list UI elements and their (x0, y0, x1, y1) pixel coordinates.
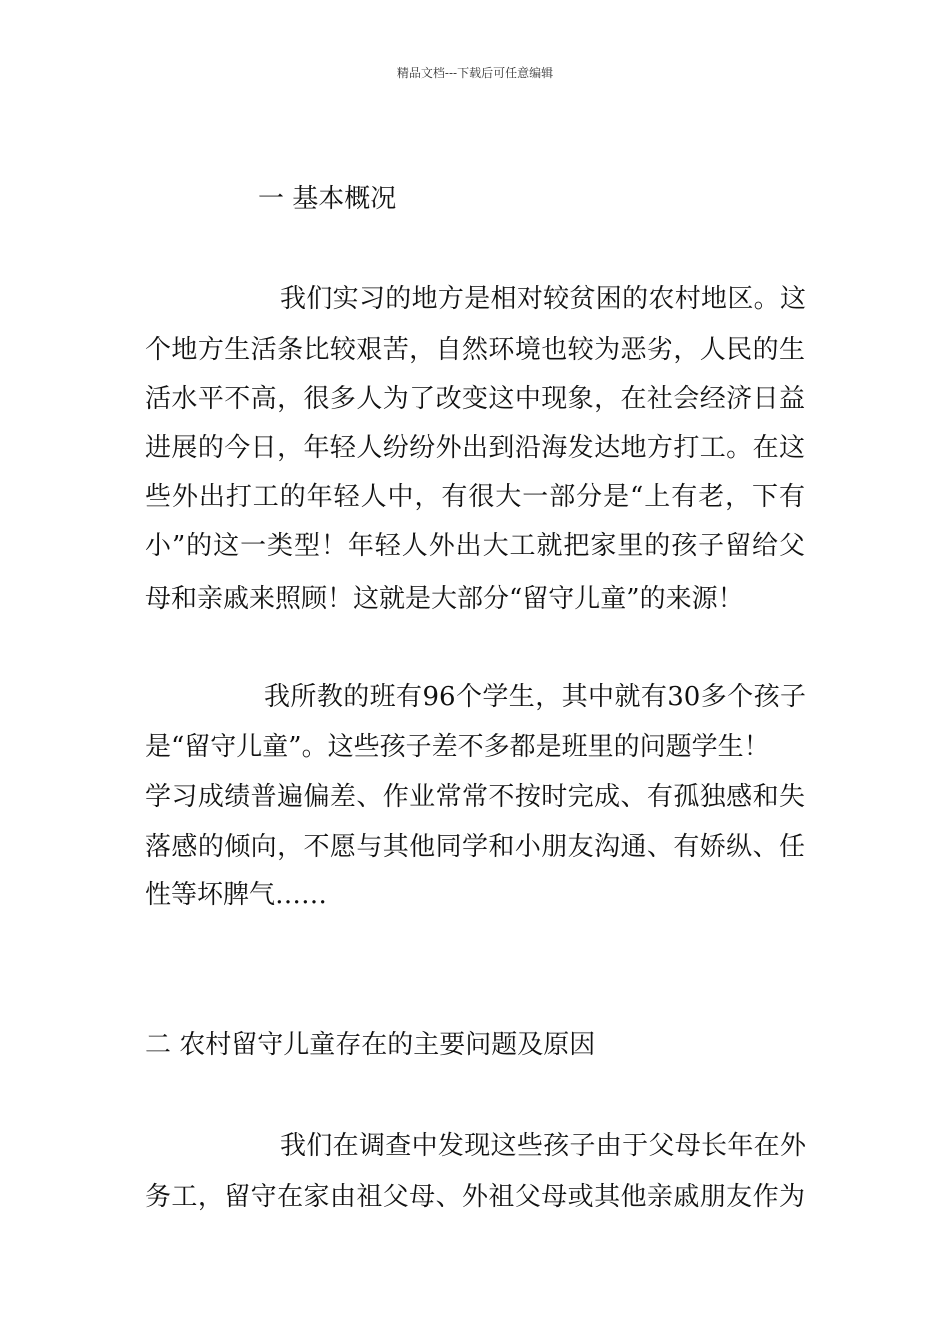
paragraph-3-line-1: 我们在调查中发现这些孩子由于父母长年在外 (280, 1131, 806, 1161)
paragraph-1-line-7: 母和亲戚来照顾！这就是大部分“留守儿童”的来源！ (145, 584, 744, 614)
paragraph-2-line-4: 落感的倾向，不愿与其他同学和小朋友沟通、有娇纵、任 (145, 832, 805, 862)
section-heading-2: 二 农村留守儿童存在的主要问题及原因 (145, 1030, 596, 1060)
paragraph-3-line-2: 务工，留守在家由祖父母、外祖父母或其他亲戚朋友作为 (145, 1182, 805, 1212)
paragraph-2-line-1: 我所教的班有96个学生，其中就有30多个孩子 (264, 682, 806, 712)
paragraph-1-line-3: 活水平不高，很多人为了改变这中现象，在社会经济日益 (145, 384, 805, 414)
paragraph-2-line-2: 是“留守儿童”。这些孩子差不多都是班里的问题学生！ (145, 732, 770, 762)
paragraph-1-line-4: 进展的今日，年轻人纷纷外出到沿海发达地方打工。在这 (145, 433, 805, 463)
paragraph-1-line-5: 些外出打工的年轻人中，有很大一部分是“上有老，下有 (145, 482, 805, 512)
section-heading-1: 一 基本概况 (258, 184, 397, 214)
page-header: 精品文档---下载后可任意编辑 (396, 66, 554, 80)
paragraph-1-line-1: 我们实习的地方是相对较贫困的农村地区。这 (280, 284, 806, 314)
paragraph-1-line-6: 小”的这一类型！年轻人外出大工就把家里的孩子留给父 (145, 531, 805, 561)
paragraph-1-line-2: 个地方生活条比较艰苦，自然环境也较为恶劣，人民的生 (145, 335, 805, 365)
paragraph-2-line-5: 性等坏脾气…… (145, 880, 328, 910)
paragraph-2-line-3: 学习成绩普遍偏差、作业常常不按时完成、有孤独感和失 (145, 782, 805, 812)
